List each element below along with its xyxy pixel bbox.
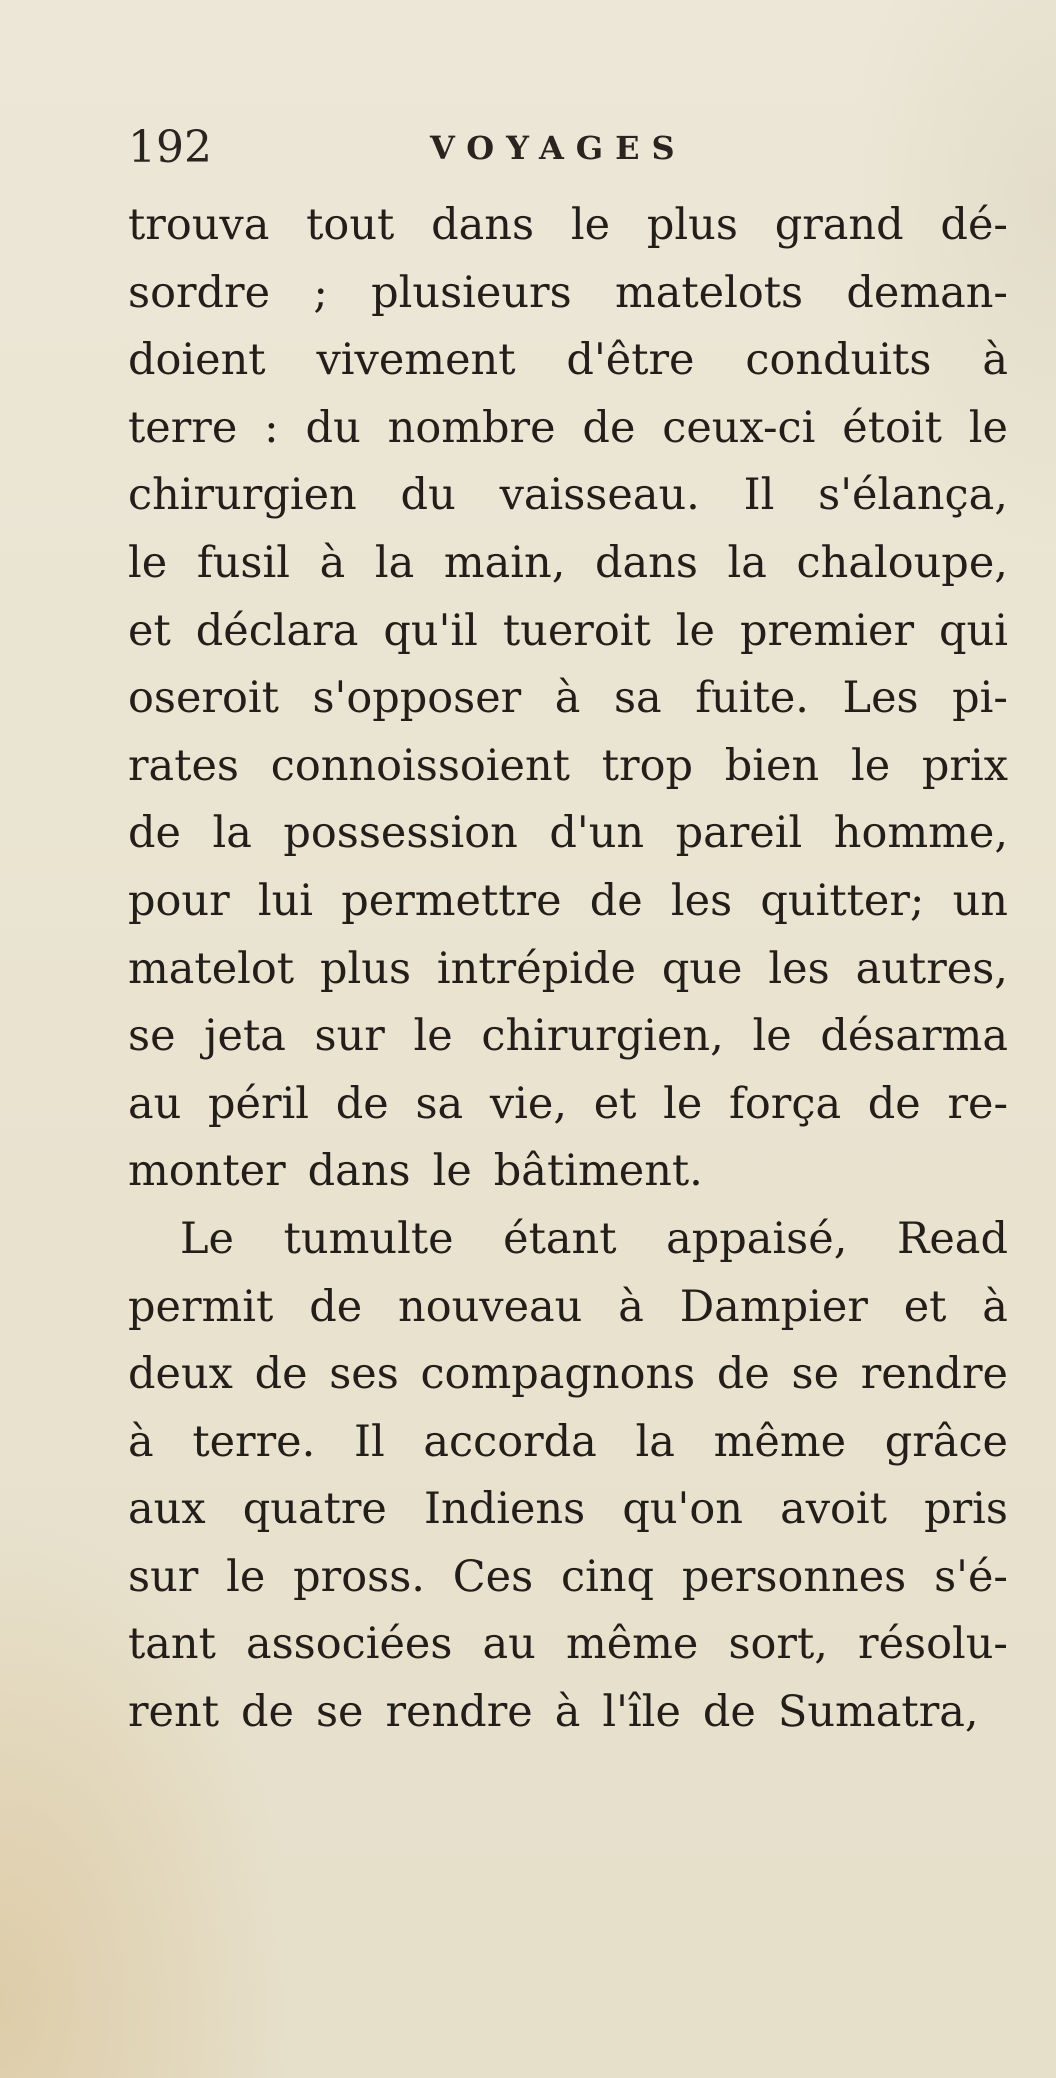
word: terre	[128, 402, 238, 453]
word: même	[713, 1416, 847, 1467]
word: sordre	[128, 267, 271, 318]
word: appaisé,	[666, 1213, 848, 1264]
word: grâce	[884, 1416, 1008, 1467]
word: vie,	[489, 1078, 567, 1129]
page-header	[128, 118, 888, 178]
word: conduits	[745, 335, 932, 386]
word: vaisseau.	[499, 470, 700, 521]
word: à	[982, 335, 1008, 386]
word: à	[128, 1416, 154, 1467]
text-line	[128, 1679, 1008, 1747]
word: ceux-ci	[662, 402, 816, 453]
word: avoit	[780, 1484, 887, 1535]
word: l'île	[602, 1687, 681, 1738]
word: le	[752, 1011, 792, 1062]
word: grand	[774, 200, 904, 250]
word: chirurgien	[128, 470, 357, 521]
word: Sumatra,	[777, 1687, 979, 1738]
word: le	[413, 1011, 453, 1062]
word: Ces	[452, 1551, 534, 1602]
word: de	[716, 1349, 770, 1400]
word: la	[635, 1416, 675, 1467]
word: quitter;	[760, 875, 925, 926]
word: s'élança,	[818, 470, 1008, 521]
word: et	[593, 1078, 637, 1129]
word: de	[254, 1349, 308, 1400]
text-line	[128, 462, 1008, 530]
word: le	[968, 402, 1008, 453]
text-line	[128, 1409, 1008, 1477]
word: força	[729, 1078, 842, 1129]
word: monter	[128, 1146, 286, 1197]
word: matelot	[128, 943, 295, 994]
text-line	[128, 1611, 1008, 1679]
body-text	[128, 192, 1008, 1747]
word: permit	[128, 1281, 274, 1332]
word: terre.	[192, 1416, 316, 1467]
word: possession	[283, 808, 518, 859]
word: pris	[924, 1484, 1008, 1535]
word: rendre	[385, 1687, 533, 1738]
paragraph	[128, 192, 1008, 1206]
word: tant	[128, 1619, 216, 1670]
word: dans	[595, 537, 698, 588]
word: de	[240, 1687, 294, 1738]
word: tumulte	[283, 1213, 454, 1264]
text-line	[128, 395, 1008, 463]
word: trouva	[128, 200, 270, 250]
word: et	[903, 1281, 947, 1332]
word: tueroit	[502, 605, 651, 656]
word: qu'on	[622, 1484, 743, 1535]
word: oseroit	[128, 673, 279, 724]
text-line	[128, 1003, 1008, 1071]
word: cinq	[560, 1551, 655, 1602]
word: la	[374, 537, 415, 588]
word: d'être	[566, 335, 695, 386]
word: résolu-	[858, 1619, 1008, 1670]
word: Les	[842, 673, 919, 724]
word: de	[128, 808, 181, 859]
word: dans	[307, 1146, 411, 1197]
word: fuite.	[695, 673, 809, 724]
word: de	[702, 1687, 756, 1738]
word: tout	[306, 200, 395, 250]
word: quatre	[242, 1484, 387, 1535]
word: le	[570, 200, 611, 250]
word: re-	[947, 1078, 1008, 1129]
word: sur	[128, 1551, 199, 1602]
word: ;	[313, 267, 328, 318]
word: sa	[613, 673, 662, 724]
word: Dampier	[679, 1281, 868, 1332]
word: de	[335, 1078, 389, 1129]
word: les	[768, 943, 830, 994]
word: la	[727, 537, 767, 588]
word: :	[264, 402, 279, 453]
word: Indiens	[424, 1484, 586, 1535]
word: la	[212, 808, 252, 859]
word: deman-	[846, 267, 1008, 318]
word: du	[305, 402, 361, 453]
text-line	[128, 1071, 1008, 1139]
word: à	[618, 1281, 644, 1332]
word: sa	[415, 1078, 464, 1129]
text-line	[128, 192, 1008, 260]
text-line	[128, 1206, 1008, 1274]
word: personnes	[681, 1551, 907, 1602]
text-line	[128, 800, 1008, 868]
word: à	[554, 673, 581, 724]
paragraph	[128, 1206, 1008, 1747]
word: nouveau	[398, 1281, 583, 1332]
word: Read	[896, 1213, 1008, 1264]
word: le	[850, 740, 891, 791]
word: qui	[939, 605, 1008, 656]
text-line	[128, 530, 1008, 598]
word: de	[867, 1078, 921, 1129]
word: qu'il	[383, 605, 478, 656]
word: à	[982, 1281, 1008, 1332]
word: au	[482, 1619, 536, 1670]
word: rates	[128, 740, 239, 791]
word: le	[128, 537, 168, 588]
word: de	[309, 1281, 363, 1332]
word: deux	[128, 1349, 233, 1400]
word: se	[791, 1349, 840, 1400]
word: sort,	[728, 1619, 828, 1670]
word: se	[128, 1011, 176, 1062]
word: accorda	[423, 1416, 597, 1467]
word: plus	[319, 943, 412, 994]
word: étoit	[842, 402, 942, 453]
running-title: VOYAGES	[430, 129, 687, 167]
word: nombre	[387, 402, 556, 453]
word: désarma	[820, 1011, 1008, 1062]
page-number: 192	[128, 122, 212, 173]
word: le	[432, 1146, 472, 1197]
word: main,	[443, 537, 566, 588]
word: aux	[128, 1484, 206, 1535]
text-line	[128, 598, 1008, 666]
word: chaloupe,	[796, 537, 1008, 588]
word: ses	[329, 1349, 399, 1400]
word: fusil	[196, 537, 290, 588]
word: chirurgien,	[481, 1011, 724, 1062]
word: matelots	[614, 267, 804, 318]
word: de	[582, 402, 636, 453]
word: permettre	[341, 875, 562, 926]
word: bien	[724, 740, 820, 791]
text-line	[128, 733, 1008, 801]
word: s'opposer	[312, 673, 522, 724]
word: connoissoient	[270, 740, 570, 791]
text-line	[128, 936, 1008, 1004]
word: rent	[128, 1687, 219, 1738]
word: le	[675, 605, 715, 656]
word: à	[319, 537, 346, 588]
word: de	[589, 875, 643, 926]
word: à	[554, 1687, 581, 1738]
word: Le	[180, 1213, 235, 1264]
text-line	[128, 260, 1008, 328]
word: les	[670, 875, 733, 926]
word: compagnons	[420, 1349, 696, 1400]
text-line	[128, 868, 1008, 936]
word: et	[128, 605, 171, 656]
word: plus	[646, 200, 738, 250]
text-line	[128, 1544, 1008, 1612]
word: au	[128, 1078, 182, 1129]
word: déclara	[195, 605, 359, 656]
word: se	[315, 1687, 364, 1738]
word: bâtiment.	[493, 1146, 703, 1197]
word: plusieurs	[371, 267, 572, 318]
word: sur	[314, 1011, 385, 1062]
word: rendre	[860, 1349, 1008, 1400]
word: que	[661, 943, 743, 994]
word: lui	[257, 875, 314, 926]
word: homme,	[833, 808, 1008, 859]
text-line	[128, 665, 1008, 733]
word: le	[663, 1078, 703, 1129]
word: d'un	[549, 808, 645, 859]
word: autres,	[855, 943, 1008, 994]
text-line	[128, 1341, 1008, 1409]
word: trop	[601, 740, 693, 791]
word: pour	[128, 875, 230, 926]
word: vivement	[316, 335, 516, 386]
text-line	[128, 1138, 1008, 1206]
word: même	[565, 1619, 699, 1670]
word: s'é-	[934, 1551, 1008, 1602]
text-line	[128, 1274, 1008, 1342]
word: Il	[353, 1416, 385, 1467]
word: jeta	[204, 1011, 286, 1062]
text-line	[128, 327, 1008, 395]
word: étant	[503, 1213, 617, 1264]
word: premier	[739, 605, 915, 656]
word: doient	[128, 335, 266, 386]
word: dé-	[940, 200, 1008, 250]
word: prix	[921, 740, 1008, 791]
word: Il	[743, 470, 775, 521]
word: un	[952, 875, 1008, 926]
text-line	[128, 1476, 1008, 1544]
word: péril	[208, 1078, 310, 1129]
word: le	[226, 1551, 266, 1602]
word: du	[400, 470, 456, 521]
word: associées	[245, 1619, 453, 1670]
word: pross.	[293, 1551, 425, 1602]
word: dans	[431, 200, 535, 250]
word: pareil	[675, 808, 803, 859]
word: pi-	[952, 673, 1008, 724]
word: intrépide	[436, 943, 636, 994]
